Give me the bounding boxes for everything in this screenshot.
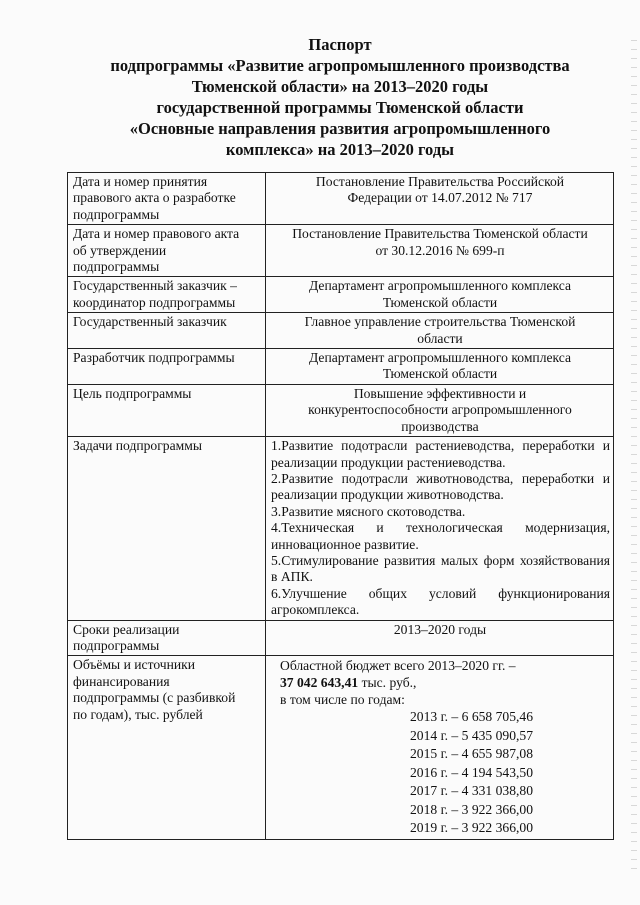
value-line: Департамент агропромышленного комплекса	[308, 350, 572, 366]
row-label	[68, 225, 266, 277]
year-amount: 2017 г. – 4 331 038,80	[410, 783, 533, 799]
table-row	[68, 656, 614, 840]
title-line: подпрограммы «Развитие агропромышленного производства	[110, 56, 570, 75]
list-item: 2.Развитие подотрасли животноводства, переработки и реализации продукции животноводства.	[271, 470, 610, 503]
title-line: Тюменской области» на 2013–2020 годы	[191, 77, 489, 96]
label-line: подпрограммы	[73, 259, 160, 275]
label-line: подпрограммы (с разбивкой	[73, 690, 236, 706]
label-line: Объёмы и источники	[73, 657, 196, 673]
label-line: Дата и номер правового акта	[73, 226, 240, 242]
scan-edge-artifact	[631, 40, 637, 870]
table-row	[68, 620, 614, 656]
row-value	[266, 225, 614, 277]
row-value	[266, 349, 614, 385]
row-label	[68, 620, 266, 656]
row-label	[68, 437, 266, 620]
label-line: Государственный заказчик	[73, 314, 227, 330]
row-value	[266, 620, 614, 656]
value-line: конкурентоспособности агропромышленного	[308, 402, 572, 418]
value-line: от 30.12.2016 № 699-п	[375, 242, 505, 258]
year-amount: 2014 г. – 5 435 090,57	[410, 727, 533, 743]
label-line: координатор подпрограммы	[73, 294, 236, 310]
title-line: комплекса» на 2013–2020 годы	[225, 140, 455, 159]
value-line: Департамент агропромышленного комплекса	[308, 278, 572, 294]
label-line: подпрограммы	[73, 637, 160, 653]
row-label	[68, 277, 266, 313]
value-line: производства	[401, 418, 479, 434]
year-list	[272, 708, 609, 838]
value-line: 2013–2020 годы	[393, 621, 487, 637]
list-item: 6.Улучшение общих условий функционирования агрокомплекса.	[271, 585, 610, 618]
label-line: подпрограммы	[73, 206, 160, 222]
row-label	[68, 656, 266, 840]
year-amount: 2019 г. – 3 922 366,00	[410, 820, 533, 836]
row-label	[68, 349, 266, 385]
label-line: Сроки реализации	[73, 621, 180, 637]
value-line: Повышение эффективности и	[353, 385, 527, 401]
label-line: Дата и номер принятия	[73, 174, 208, 189]
label-line: Разработчик подпрограммы	[73, 350, 235, 366]
year-amount: 2015 г. – 4 655 987,08	[410, 746, 533, 762]
title-line: Паспорт	[308, 35, 372, 54]
list-item: 5.Стимулирование развития малых форм хозяйствования в АПК.	[271, 552, 610, 585]
value-line: Постановление Правительства Тюменской области	[292, 226, 588, 242]
label-line: Задачи подпрограммы	[73, 438, 202, 454]
title-line: «Основные направления развития агропромышленного	[129, 119, 551, 138]
table-row	[68, 437, 614, 620]
value-line: Постановление Правительства Российской	[315, 174, 565, 189]
year-amount: 2016 г. – 4 194 543,50	[410, 764, 533, 780]
row-label	[68, 384, 266, 436]
title-line: государственной программы Тюменской области	[156, 98, 524, 117]
tasks-list	[266, 437, 614, 620]
value-line: области	[417, 330, 463, 346]
label-line: правового акта о разработке	[73, 190, 236, 206]
label-line: Государственный заказчик –	[73, 278, 237, 294]
list-item: 3.Развитие мясного скотоводства.	[271, 503, 466, 519]
financing-intro: Областной бюджет всего 2013–2020 гг. –	[280, 658, 516, 674]
year-amount: 2013 г. – 6 658 705,46	[410, 709, 533, 725]
label-line: об утверждении	[73, 242, 167, 258]
passport-table	[67, 172, 614, 840]
row-value	[266, 384, 614, 436]
list-item: 1.Развитие подотрасли растениеводства, переработки и реализации продукции растениеводства.	[271, 438, 610, 470]
label-line: финансирования	[73, 673, 170, 689]
label-line: по годам), тыс. рублей	[73, 706, 203, 722]
row-value	[266, 277, 614, 313]
financing-total-line	[272, 674, 609, 691]
table-row	[68, 277, 614, 313]
row-value	[266, 313, 614, 349]
table-row	[68, 225, 614, 277]
financing-value	[266, 656, 614, 840]
financing-including: в том числе по годам:	[280, 692, 405, 708]
row-value	[266, 173, 614, 225]
table-row	[68, 173, 614, 225]
value-line: Федерации от 14.07.2012 № 717	[347, 190, 533, 206]
list-item: 4.Техническая и технологическая модернизация, инновационное развитие.	[271, 520, 610, 552]
row-label	[68, 173, 266, 225]
value-line: Тюменской области	[382, 366, 498, 382]
table-row	[68, 313, 614, 349]
label-line: Цель подпрограммы	[73, 385, 192, 401]
table-row	[68, 349, 614, 385]
table-row	[68, 384, 614, 436]
year-amount: 2018 г. – 3 922 366,00	[410, 801, 533, 817]
document-title	[40, 34, 640, 160]
row-label	[68, 313, 266, 349]
value-line: Тюменской области	[382, 294, 498, 310]
value-line: Главное управление строительства Тюменской	[304, 314, 576, 330]
financing-unit: тыс. руб.,	[358, 675, 417, 691]
financing-total: 37 042 643,41	[280, 675, 359, 691]
